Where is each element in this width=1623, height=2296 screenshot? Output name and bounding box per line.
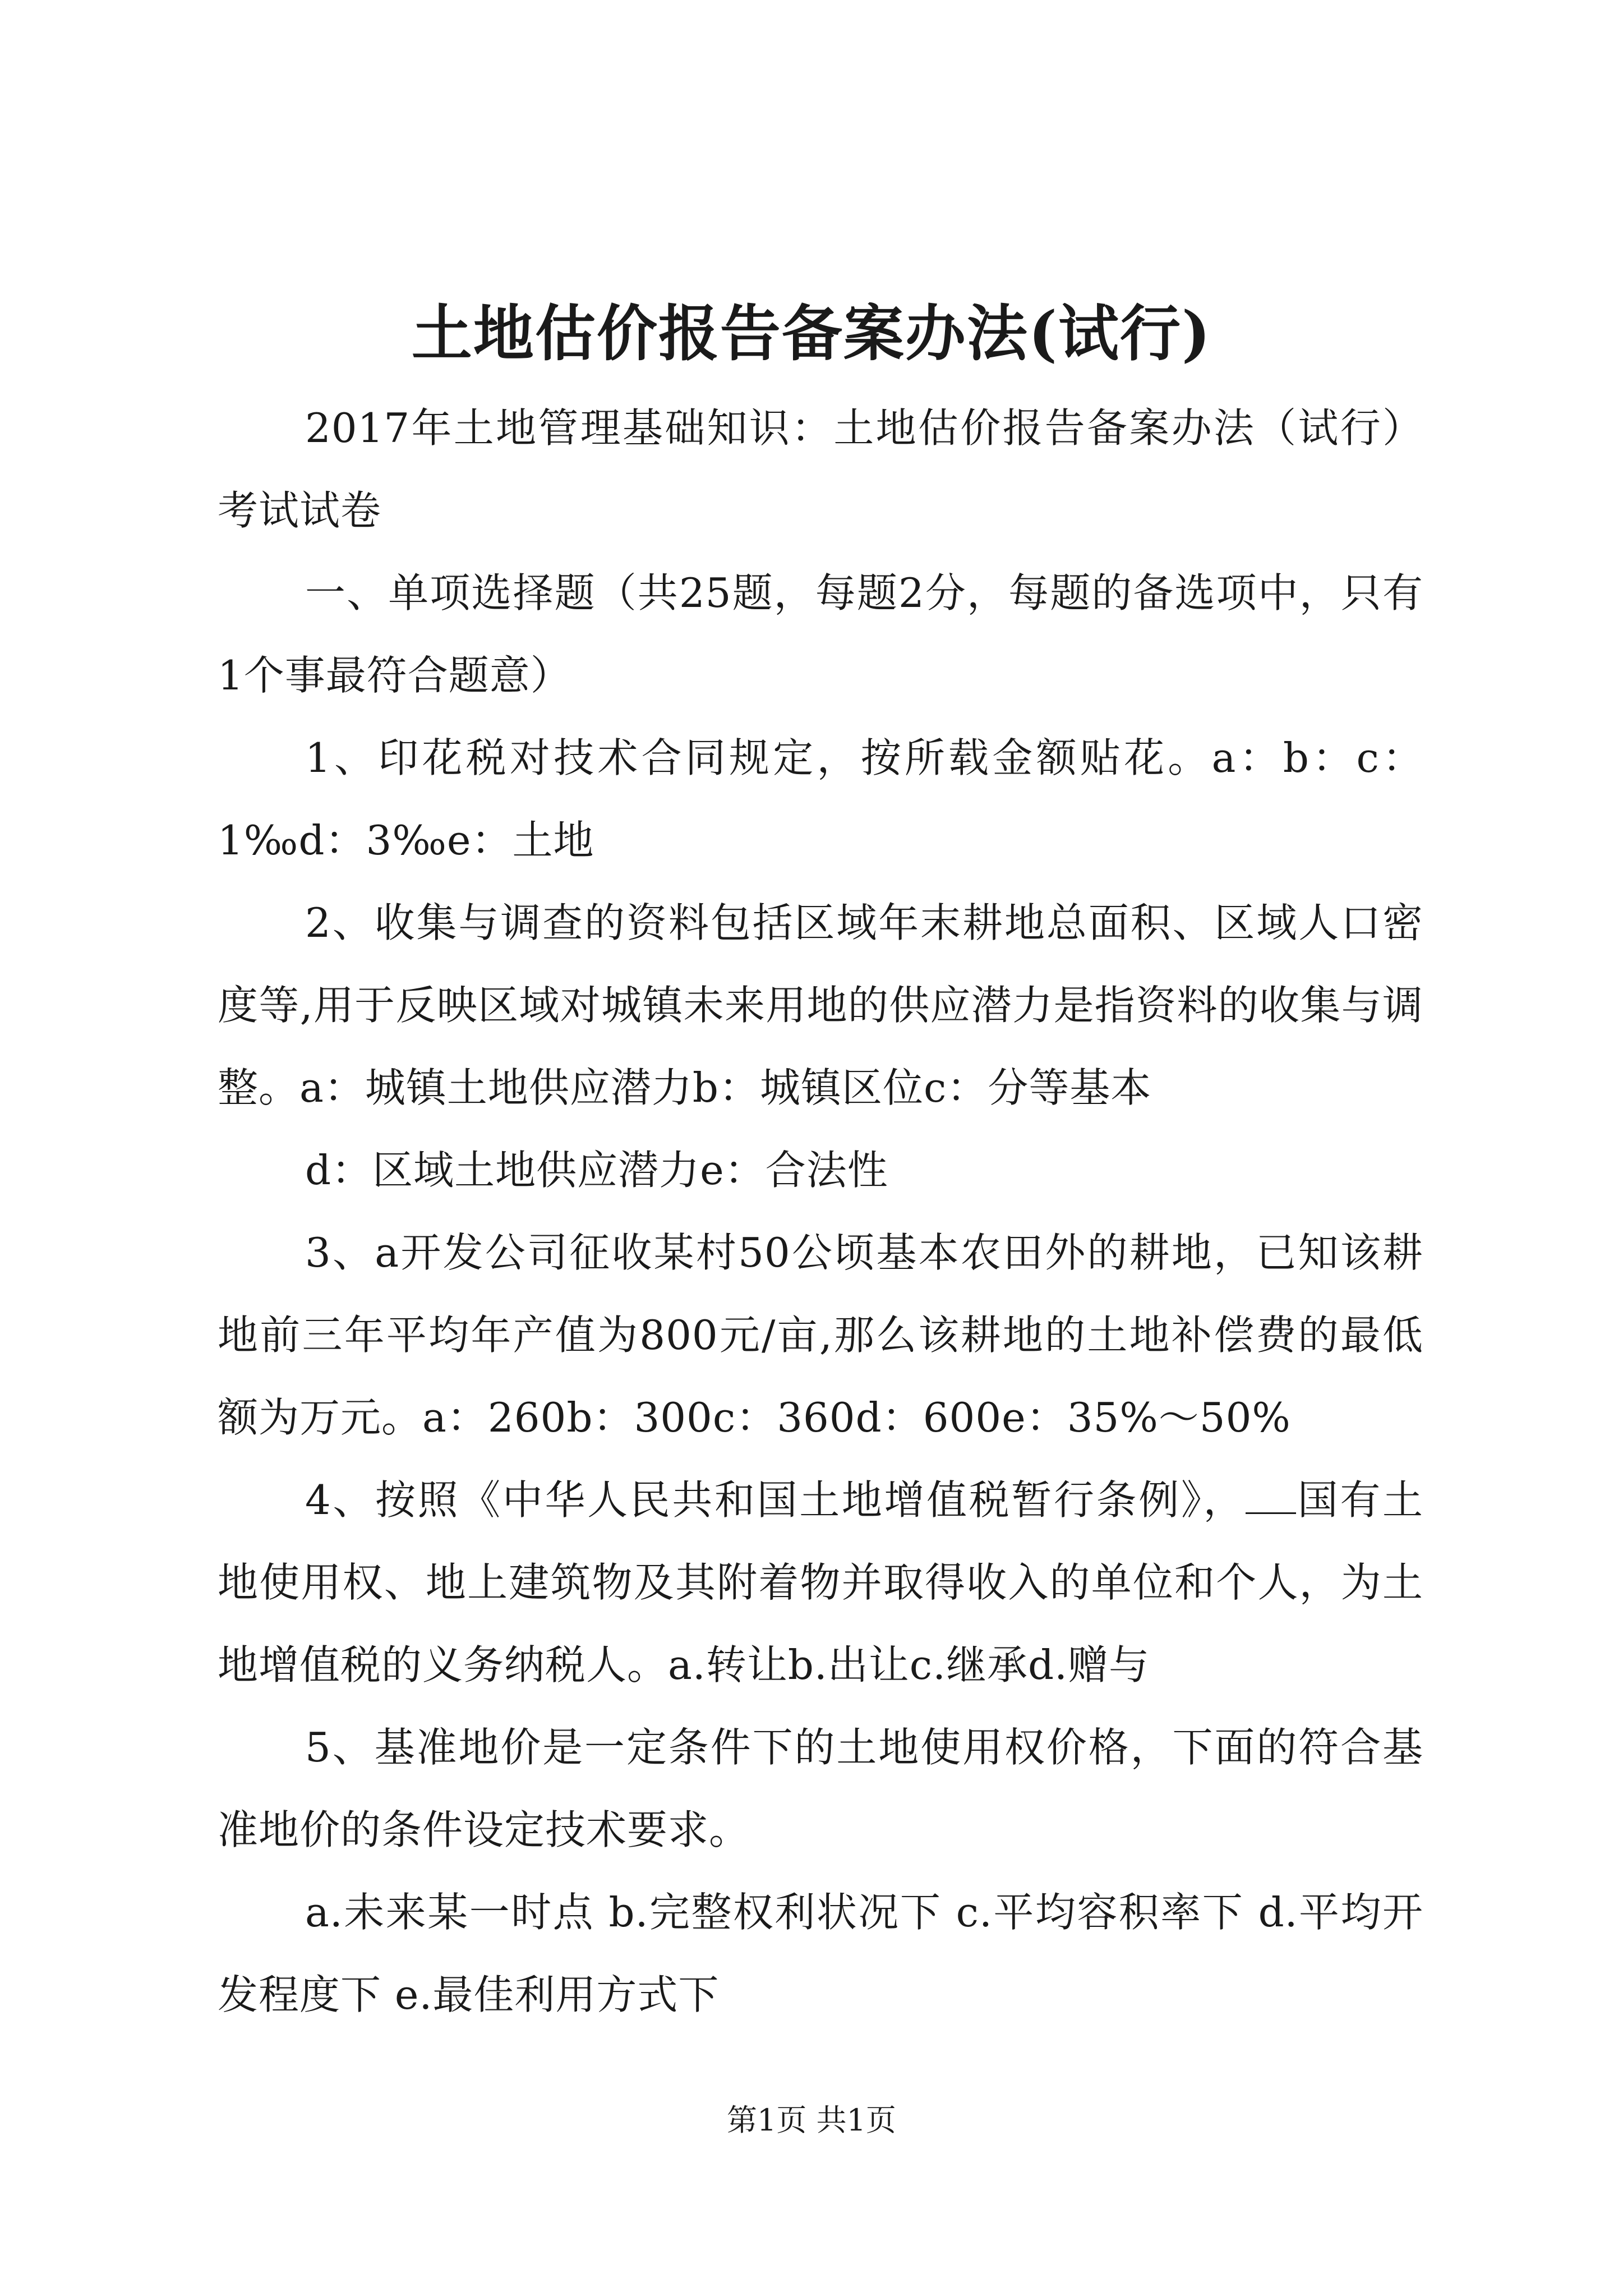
paragraph-section-heading: 一、单项选择题（共25题，每题2分，每题的备选项中，只有1个事最符合题意）	[218, 569, 1423, 699]
blank-underline	[1246, 1479, 1296, 1514]
paragraph-question-1: 1、印花税对技术合同规定，按所载金额贴花。a：b：c：1‰d：3‰e：土地	[218, 734, 1423, 864]
paragraph-question-3: 3、a开发公司征收某村50公顷基本农田外的耕地，已知该耕地前三年平均年产值为800元/亩,那么该耕地的土地补偿费的最低额为万元。a：260b：300c：360d：600e：35%～50%	[218, 1229, 1423, 1441]
paragraph-intro: 2017年土地管理基础知识：土地估价报告备案办法（试行）考试试卷	[218, 404, 1423, 534]
paragraph-question-2-options: d：区域土地供应潜力e：合法性	[305, 1147, 888, 1194]
paragraph-question-5-options: a.未来某一时点 b.完整权利状况下 c.平均容积率下 d.平均开发程度下 e.最佳利用方式下	[218, 1889, 1423, 2018]
document-title: 土地估价报告备案办法(试行)	[411, 298, 1212, 369]
document-body	[218, 387, 1423, 2036]
question-4-rest: 国有土地使用权、地上建筑物及其附着物并取得收入的单位和个人，为土地增值税的义务纳税人。a.转让b.出让c.继承d.赠与	[218, 1476, 1423, 1688]
paragraph-question-2: 2、收集与调查的资料包括区域年末耕地总面积、区域人口密度等,用于反映区域对城镇未来用地的供应潜力是指资料的收集与调整。a：城镇土地供应潜力b：城镇区位c：分等基本	[218, 899, 1423, 1111]
paragraph-question-5: 5、基准地价是一定条件下的土地使用权价格，下面的符合基准地价的条件设定技术要求。	[218, 1724, 1423, 1853]
paragraph-question-4	[218, 1459, 1423, 1706]
question-4-lead: 4、按照《中华人民共和国土地增值税暂行条例》，	[305, 1476, 1246, 1524]
page-footer: 第1页 共1页	[727, 2102, 896, 2138]
